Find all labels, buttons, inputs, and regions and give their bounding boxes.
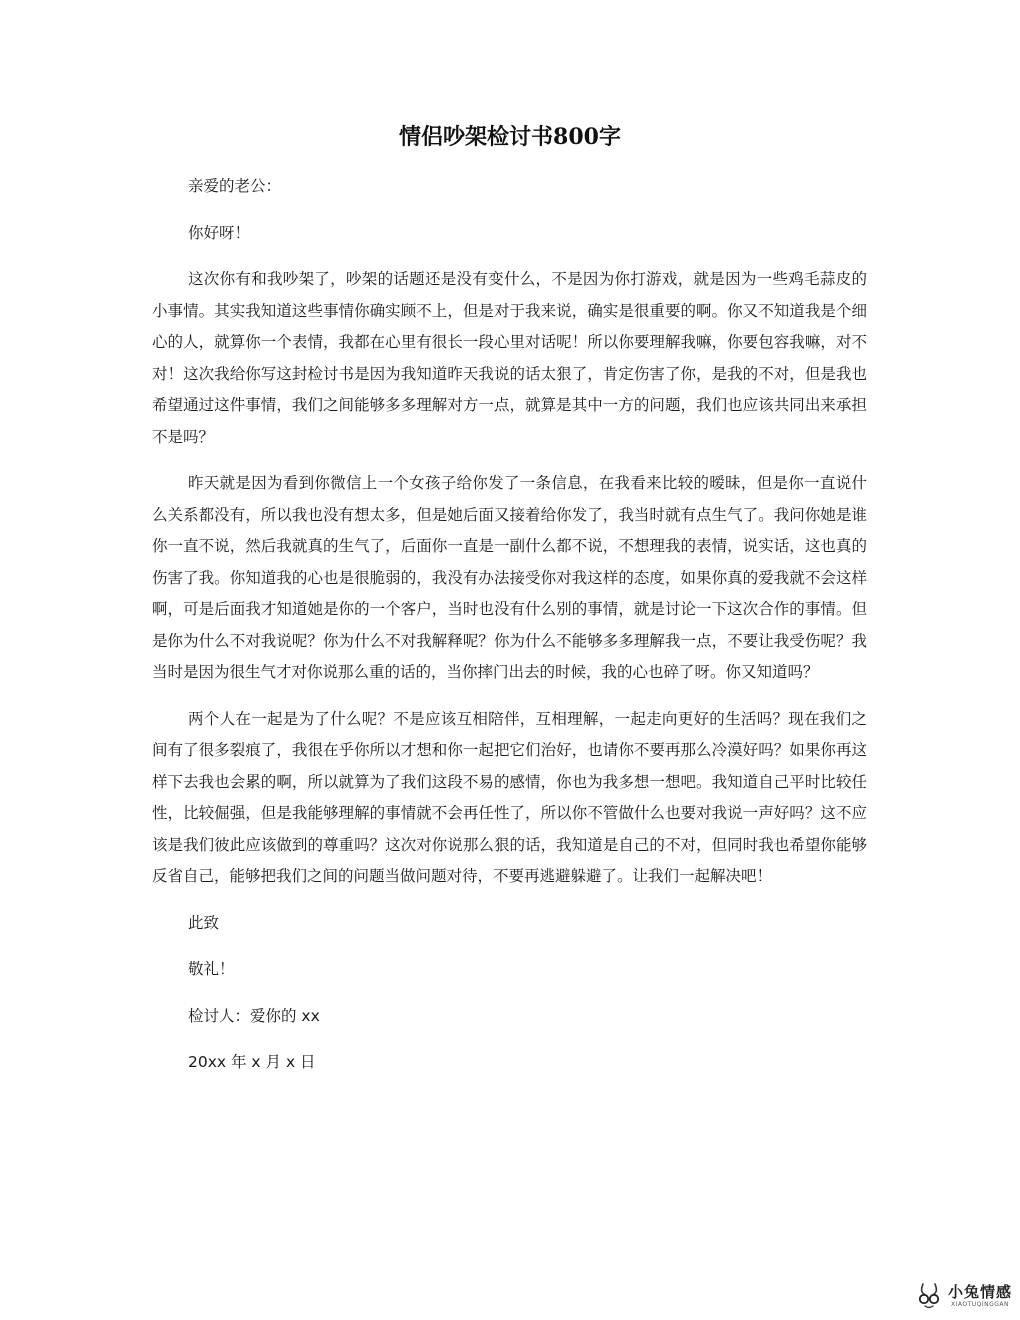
document-body	[152, 171, 867, 1094]
document-title: 情侣吵架检讨书800字	[399, 124, 621, 150]
salutation: 你好呀！	[188, 223, 251, 242]
paragraph-3: 两个人在一起是为了什么呢？不是应该互相陪伴，互相理解，一起走向更好的生活吗？现在我们之间有了很多裂痕了，我很在乎你所以才想和你一起把它们治好，也请你不要再那么冷漠好吗？如果你再这样下去我也会累的啊，所以就算为了我们这段不易的感情，你也为我多想一想吧。我知道自己平时比较任性，比较倔强，但是我能够理解的事情就不会再任性了，所以你不管做什么也要对我说一声好吗？这不应该是我们彼此应该做到的尊重吗？这次对你说那么狠的话，我知道是自己的不对，但同时我也希望你能够反省自己，能够把我们之间的问题当做问题对待，不要再逃避躲避了。让我们一起解决吧！	[152, 709, 867, 885]
date: 20xx 年 x 月 x 日	[188, 1053, 316, 1071]
signature: 检讨人：爱你的 xx	[188, 1006, 320, 1025]
watermark-brand-en: XIAOTUQINGGAN	[950, 1301, 1009, 1308]
rabbit-glasses-icon	[914, 1281, 944, 1311]
closing-line-1: 此致	[188, 913, 220, 932]
watermark-logo	[914, 1278, 1012, 1314]
paragraph-1: 这次你有和我吵架了，吵架的话题还是没有变什么，不是因为你打游戏，就是因为一些鸡毛蒜皮的小事情。其实我知道这些事情你确实顾不上，但是对于我来说，确实是很重要的啊。你又不知道我是个细心的人，就算你一个表情，我都在心里有很长一段心里对话呢！所以你要理解我嘛，你要包容我嘛，对不对！这次我给你写这封检讨书是因为我知道昨天我说的话太狠了，肯定伤害了你，是我的不对，但是我也希望通过这件事情，我们之间能够多多理解对方一点，就算是其中一方的问题，我们也应该共同出来承担不是吗？	[152, 270, 867, 446]
paragraph-2: 昨天就是因为看到你微信上一个女孩子给你发了一条信息，在我看来比较的暧昧，但是你一直说什么关系都没有，所以我也没有想太多，但是她后面又接着给你发了，我当时就有点生气了。我问你她是谁你一直不说，然后我就真的生气了，后面你一直是一副什么都不说，不想理我的表情，说实话，这也真的伤害了我。你知道我的心也是很脆弱的，我没有办法接受你对我这样的态度，如果你真的爱我就不会这样啊，可是后面我才知道她是你的一个客户，当时也没有什么别的事情，就是讨论一下这次合作的事情。但是你为什么不对我说呢？你为什么不对我解释呢？你为什么不能够多多理解我一点，不要让我受伤呢？我当时是因为很生气才对你说那么重的话的，当你摔门出去的时候，我的心也碎了呀。你又知道吗？	[152, 474, 867, 681]
watermark-brand: 小兔情感	[947, 1283, 1012, 1301]
greeting: 亲爱的老公：	[188, 177, 282, 195]
closing-line-2: 敬礼！	[188, 960, 235, 978]
